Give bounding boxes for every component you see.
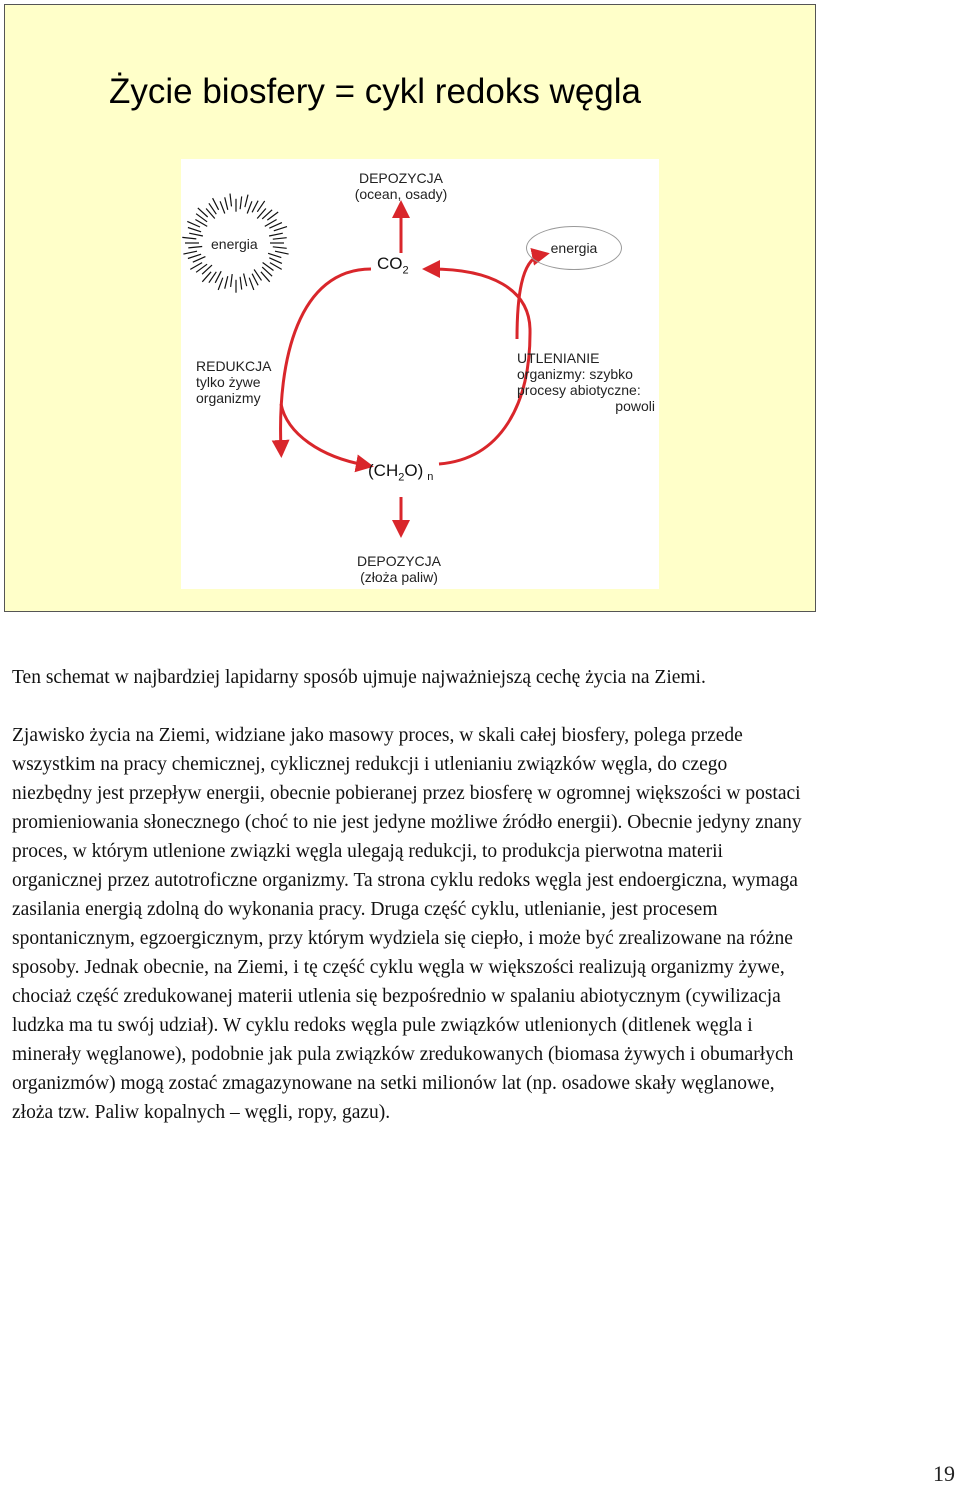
sun-ray	[270, 263, 282, 270]
sun-ray	[269, 233, 283, 236]
sun-ray	[188, 254, 201, 258]
ch2o-label: $(CH_2O)$ $_n$	[368, 461, 434, 484]
sun-ray	[218, 278, 223, 290]
sun-ray	[193, 257, 206, 263]
sun-ray	[190, 263, 202, 270]
sun-ray	[225, 197, 228, 210]
sun-ray	[274, 227, 287, 231]
sun-ray	[225, 276, 228, 289]
sun-ray	[230, 194, 232, 207]
oxidation-label: UTLENIANIE organizmy: szybko procesy abiotyczne: powoli	[517, 350, 655, 415]
sun-ray	[220, 201, 225, 213]
sun-ray	[269, 223, 282, 229]
sun-ray	[189, 233, 203, 236]
sun-ray	[269, 258, 282, 264]
sun-ray	[213, 198, 219, 210]
sun-ray	[247, 201, 252, 213]
sun-ray	[275, 251, 289, 254]
page-number: 19	[933, 1461, 955, 1486]
energy-right-label: energia	[550, 240, 598, 256]
sun-ray	[240, 277, 242, 290]
sun-ray	[273, 247, 287, 249]
reduction-arrow	[281, 269, 371, 449]
sun-ray	[244, 274, 247, 287]
slide	[4, 4, 816, 612]
sun-ray	[187, 221, 200, 227]
sun-ray	[188, 247, 202, 248]
sun-ray	[183, 251, 197, 254]
paragraph-main: Zjawisko życia na Ziemi, widziane jako masowy proces, w skali całej biosfery, polega przede wszystkim na pracy chemicznej, cyklicznej redukcji i utlenianiu związków węgla, do czego niezbędny jest przepływ energii, obecnie pobieranej przez biosferę w ogromnej większości w postaci promieniowania słonecznego (choć to nie jest jedyne możliwe źródło energii). Obecnie jedyny znany proces, w którym utlenione związki węgla ulegają redukcji, to produkcja pierwotna materii organicznej przez autotroficzne organizmy. Ta strona cyklu redoks węgla jest endoergiczna, wymaga zasilania energią zdolną do wykonania pracy. Druga część cyklu, utlenianie, jest procesem spontanicznym, egzoergicznym, przy którym wydziela się ciepło, i może być zrealizowane na różne sposoby. Jednak obecnie, na Ziemi, i tę część cyklu węgla w większości realizują organizmy żywe, chociaż część zredukowanej materii utlenia się bezpośrednio w spalaniu abiotycznym (cywilizacja ludzka ma tu swój udział). W cyklu redoks węgla pule związków utlenionych (ditlenek węgla i minerały węglanowe), podobnie jak pula związków zredukowanych (biomasa żywych i obumarłych organizmów) mogą zostać zmagazynowane na setki milionów lat (np. osadowe skały węglanowe, złoża tzw. Paliw kopalnych – węgli, ropy, gazu).	[12, 725, 802, 1123]
sun-ray	[257, 201, 264, 212]
co2-label: $CO_2$	[377, 254, 409, 277]
sun-ray	[245, 195, 248, 208]
sun-ray	[249, 278, 254, 290]
reduction-label: REDUKCJA tylko żywe organizmy	[196, 358, 272, 407]
sun-ray	[240, 196, 242, 209]
sun-ray	[273, 238, 287, 240]
sun-ray	[231, 274, 233, 287]
carbon-cycle-diagram	[181, 159, 659, 589]
energy-sun-label: energia	[211, 236, 258, 252]
deposition-top-label: DEPOZYCJA (ocean, osady)	[354, 170, 448, 203]
slide-title: Życie biosfery = cykl redoks węgla	[109, 72, 642, 111]
sun-ray	[252, 201, 258, 213]
sun-ray	[188, 228, 201, 232]
sun-ray	[182, 237, 196, 239]
sun-ray	[268, 253, 281, 257]
body-text	[12, 663, 812, 1127]
paragraph-intro: Ten schemat w najbardziej lapidarny sposób ujmuje najważniejszą cechę życia na Ziemi.	[12, 667, 706, 688]
deposition-bottom-label: DEPOZYCJA (złoża paliw)	[356, 553, 441, 586]
sun-ray	[252, 274, 258, 286]
reduction-arrow-lower	[281, 404, 365, 465]
